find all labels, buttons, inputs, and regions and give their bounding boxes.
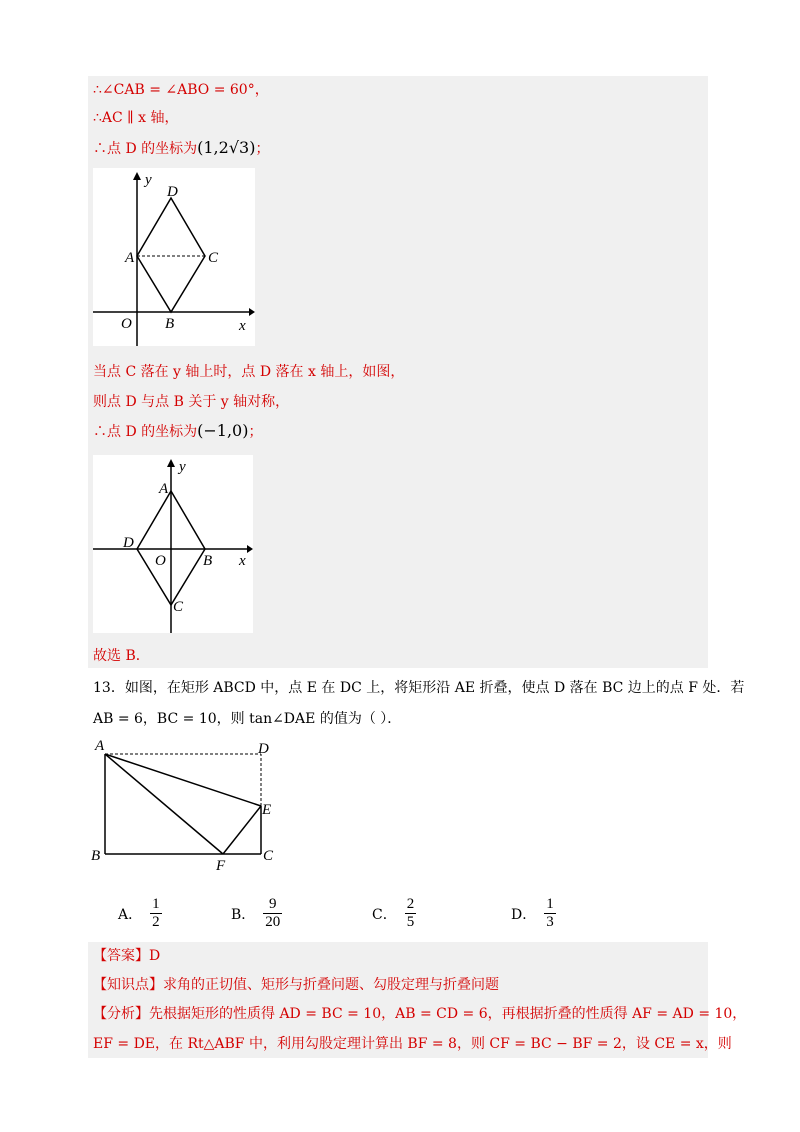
x-axis-arrow-2 (247, 545, 253, 553)
figure-rectangle-fold (88, 736, 288, 876)
option-b-label: B． (231, 906, 256, 923)
y-axis-arrow-2 (167, 459, 175, 467)
option-d-numerator: 1 (546, 896, 554, 912)
option-a-denominator: 2 (152, 914, 160, 930)
analysis-line-2: EF = DE，在 Rt△ABF 中，利用勾股定理计算出 BF = 8，则 CF = BC − BF = 2，设 CE = x，则 (93, 1036, 732, 1052)
option-b-fraction (263, 896, 282, 931)
solution-line-3-suffix: ； (255, 141, 270, 157)
answer-line: 【答案】D (93, 948, 161, 964)
solution-line-6 (93, 421, 262, 442)
fold-line-ae (105, 754, 261, 806)
option-a-numerator: 1 (152, 896, 160, 912)
option-d-label: D． (511, 906, 537, 923)
x-axis-arrow (249, 308, 255, 316)
option-a[interactable] (118, 896, 162, 931)
option-c-label: C． (372, 906, 397, 923)
analysis-line-1: 【分析】先根据矩形的性质得 AD = BC = 10，AB = CD = 6，再根据折叠的性质得 AF = AD = 10， (93, 1006, 747, 1022)
label-b: B (165, 316, 175, 332)
label-o-2: O (155, 553, 166, 569)
figure-rhombus-2 (93, 455, 253, 633)
label-o: O (121, 316, 132, 332)
label-x-2: x (239, 553, 246, 569)
label-c-2: C (173, 599, 184, 615)
figure-rhombus-1-svg (93, 168, 255, 346)
label-y: y (145, 172, 152, 188)
solution-conclusion: 故选 B． (93, 648, 150, 664)
solution-line-3-prefix: ∴点 D 的坐标为 (93, 141, 198, 157)
label-f-3: F (216, 858, 226, 874)
option-d-fraction (544, 896, 556, 931)
label-b-2: B (203, 553, 213, 569)
option-a-label: A． (118, 906, 143, 923)
point-d-coordinate: (1,2√3) (197, 138, 256, 157)
option-b-denominator: 20 (265, 914, 281, 930)
label-d-3: D (258, 741, 269, 757)
label-c: C (208, 250, 219, 266)
option-c-denominator: 5 (406, 914, 415, 930)
solution-line-4: 当点 C 落在 y 轴上时，点 D 落在 x 轴上，如图， (93, 364, 405, 380)
option-b[interactable] (231, 896, 282, 931)
label-d: D (167, 184, 178, 200)
label-d-2: D (123, 535, 134, 551)
solution-line-2: ∴AC ∥ x 轴， (93, 110, 179, 126)
label-e-3: E (262, 802, 272, 818)
option-c-numerator: 2 (406, 896, 415, 912)
knowledge-line: 【知识点】求角的正切值、矩形与折叠问题、勾股定理与折叠问题 (93, 977, 499, 993)
label-c-3: C (263, 848, 274, 864)
option-d-denominator: 3 (546, 914, 554, 930)
option-d[interactable] (511, 896, 556, 931)
label-b-3: B (91, 848, 101, 864)
option-c-fraction (405, 896, 417, 931)
figure-rhombus-2-svg (93, 455, 253, 633)
segment-af (105, 754, 223, 854)
solution-line-5: 则点 D 与点 B 关于 y 轴对称， (93, 394, 290, 410)
question-13-line-1: 13．如图，在矩形 ABCD 中，点 E 在 DC 上，将矩形沿 AE 折叠，使点 D 落在 BC 边上的点 F 处．若 (93, 680, 745, 696)
solution-line-3 (93, 138, 269, 159)
option-a-fraction (150, 896, 162, 931)
option-c[interactable] (372, 896, 416, 931)
question-13-line-2: AB = 6，BC = 10，则 tan∠DAE 的值为（ ）． (93, 711, 402, 727)
label-a-3: A (95, 738, 105, 754)
segment-fe (223, 806, 261, 854)
point-d-coordinate-2: (−1,0) (197, 421, 249, 440)
solution-line-6-prefix: ∴点 D 的坐标为 (93, 424, 198, 440)
figure-rectangle-fold-svg (88, 736, 288, 876)
y-axis-arrow (133, 172, 141, 180)
label-a: A (125, 250, 135, 266)
solution-line-1: ∴∠CAB = ∠ABO = 60°， (93, 82, 269, 98)
option-b-numerator: 9 (263, 896, 282, 914)
label-y-2: y (179, 459, 186, 475)
label-a-2: A (159, 481, 169, 497)
rhombus-abcd (137, 198, 205, 312)
solution-line-6-suffix: ； (248, 424, 263, 440)
label-x: x (239, 318, 246, 334)
figure-rhombus-1 (93, 168, 255, 346)
